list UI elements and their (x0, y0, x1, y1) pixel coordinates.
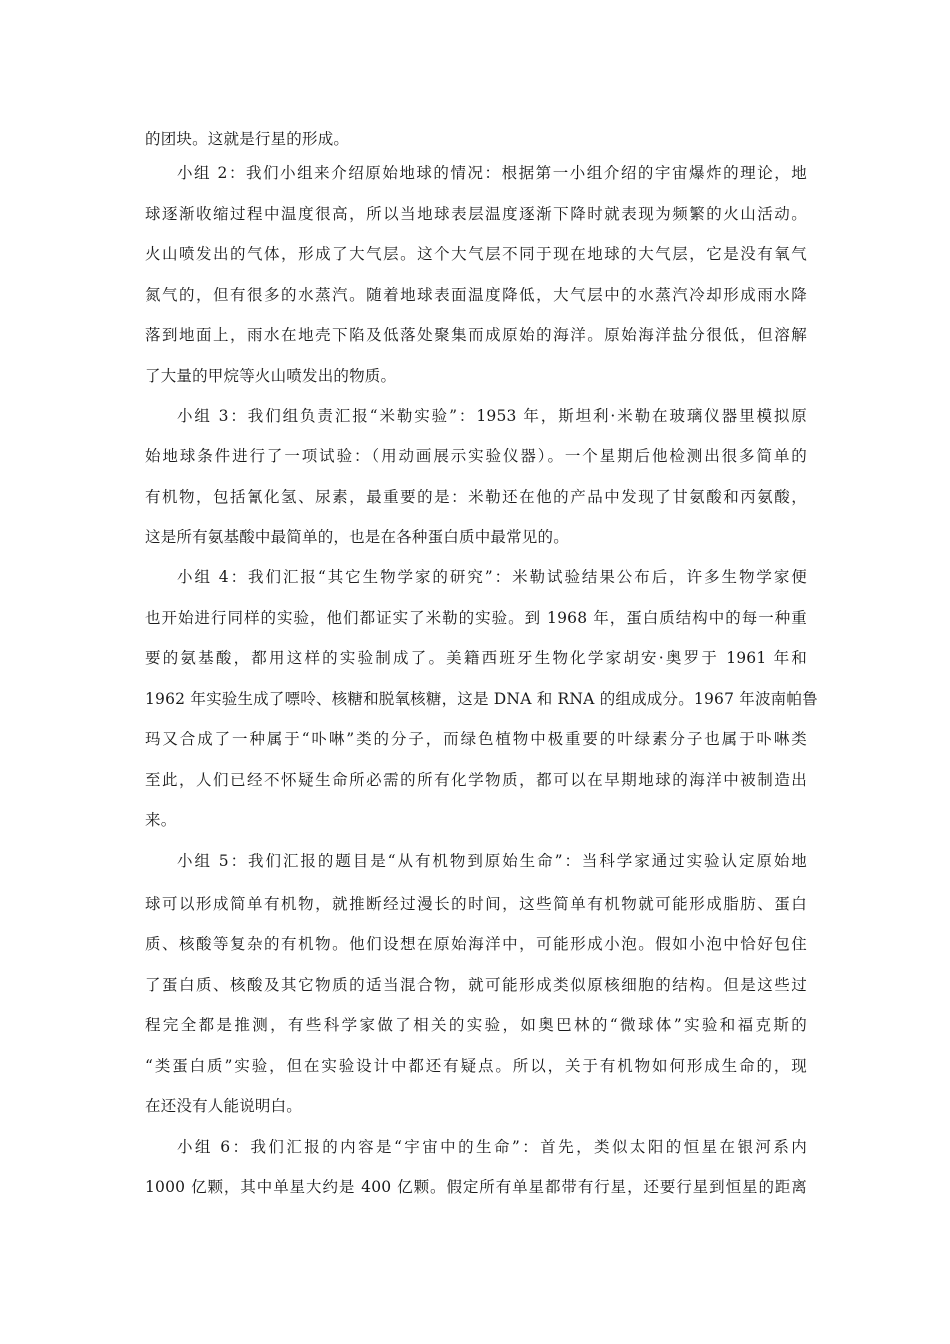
text-line: 小组 2：我们小组来介绍原始地球的情况：根据第一小组介绍的宇宙爆炸的理论，地 (177, 164, 807, 182)
text-line: 这是所有氨基酸中最简单的，也是在各种蛋白质中最常见的。 (145, 528, 569, 546)
text-line: 球逐渐收缩过程中温度很高，所以当地球表层温度逐渐下降时就表现为频繁的火山活动。 (145, 205, 807, 223)
text-line: 小组 3：我们组负责汇报“米勒实验”：1953 年，斯坦利·米勒在玻璃仪器里模拟原 (177, 407, 807, 425)
text-line: 1000 亿颗，其中单星大约是 400 亿颗。假定所有单星都带有行星，还要行星到恒星的距离 (145, 1178, 807, 1196)
text-line: 了大量的甲烷等火山喷发出的物质。 (145, 367, 397, 385)
text-line: 火山喷发出的气体，形成了大气层。这个大气层不同于现在地球的大气层，它是没有氧气 (145, 245, 807, 263)
text-line: “类蛋白质”实验，但在实验设计中都还有疑点。所以，关于有机物如何形成生命的，现 (145, 1057, 807, 1075)
text-line: 落到地面上，雨水在地壳下陷及低落处聚集而成原始的海洋。原始海洋盐分很低，但溶解 (145, 326, 807, 344)
text-line: 有机物，包括氰化氢、尿素，最重要的是：米勒还在他的产品中发现了甘氨酸和丙氨酸， (145, 488, 807, 506)
text-line: 的团块。这就是行星的形成。 (145, 130, 350, 148)
text-line: 1962 年实验生成了嘌呤、核糖和脱氧核糖，这是 DNA 和 RNA 的组成成分。1967 年波南帕鲁 (145, 690, 818, 708)
text-line: 程完全都是推测，有些科学家做了相关的实验，如奥巴林的“微球体”实验和福克斯的 (145, 1016, 807, 1034)
text-line: 球可以形成简单有机物，就推断经过漫长的时间，这些简单有机物就可能形成脂肪、蛋白 (145, 895, 807, 913)
text-line: 了蛋白质、核酸及其它物质的适当混合物，就可能形成类似原核细胞的结构。但是这些过 (145, 976, 807, 994)
text-line: 至此，人们已经不怀疑生命所必需的所有化学物质，都可以在早期地球的海洋中被制造出 (145, 771, 807, 789)
text-line: 质、核酸等复杂的有机物。他们设想在原始海洋中，可能形成小泡。假如小泡中恰好包住 (145, 935, 807, 953)
text-line: 要的氨基酸，都用这样的实验制成了。美籍西班牙生物化学家胡安·奥罗于 1961 年和 (145, 649, 807, 667)
text-line: 小组 6：我们汇报的内容是“宇宙中的生命”：首先，类似太阳的恒星在银河系内 (177, 1138, 807, 1156)
text-line: 始地球条件进行了一项试验：（用动画展示实验仪器）。一个星期后他检测出很多简单的 (145, 447, 807, 465)
text-line: 也开始进行同样的实验，他们都证实了米勒的实验。到 1968 年，蛋白质结构中的每一种重 (145, 609, 807, 627)
text-line: 氮气的，但有很多的水蒸汽。随着地球表面温度降低，大气层中的水蒸汽冷却形成雨水降 (145, 286, 807, 304)
text-line: 玛又合成了一种属于“卟啉”类的分子，而绿色植物中极重要的叶绿素分子也属于卟啉类 (145, 730, 807, 748)
text-line: 来。 (145, 811, 177, 829)
text-line: 小组 5：我们汇报的题目是“从有机物到原始生命”：当科学家通过实验认定原始地 (177, 852, 807, 870)
text-line: 小组 4：我们汇报“其它生物学家的研究”：米勒试验结果公布后，许多生物学家便 (177, 568, 807, 586)
text-line: 在还没有人能说明白。 (145, 1097, 303, 1115)
